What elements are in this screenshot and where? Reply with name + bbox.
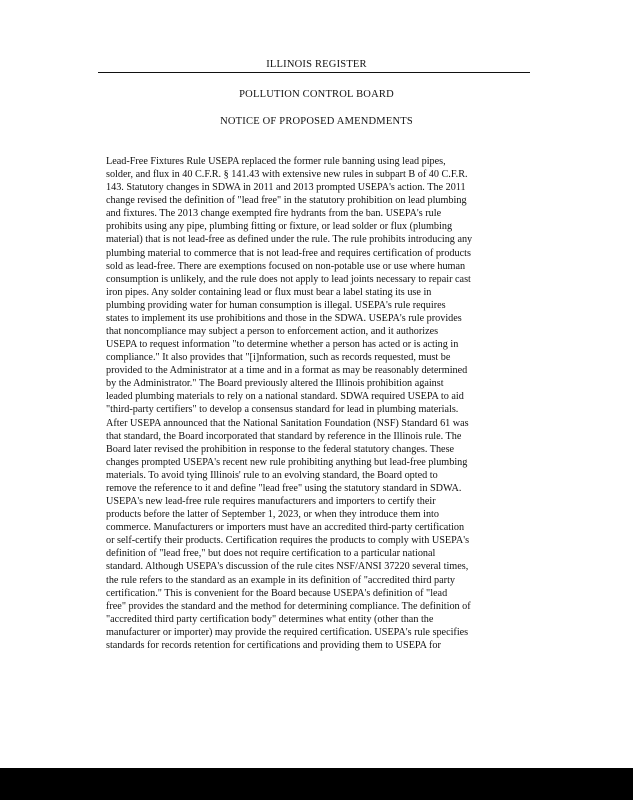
body-line: "accredited third party certification body" determines what entity (other than the <box>106 613 434 625</box>
body-paragraph <box>106 155 531 652</box>
body-line: "third-party certifiers" to develop a consensus standard for lead in plumbing materials. <box>106 404 459 416</box>
body-line: solder, and flux in 40 C.F.R. § 141.43 with extensive new rules in subpart B of 40 C.F.R. <box>106 169 468 181</box>
body-line: changes prompted USEPA's recent new rule prohibiting anything but lead-free plumbing <box>106 456 468 468</box>
body-line: iron pipes. Any solder containing lead or flux must bear a label stating its use in <box>106 286 432 298</box>
body-line: 143. Statutory changes in SDWA in 2011 and 2013 prompted USEPA's action. The 2011 <box>106 182 466 194</box>
bottom-black-bar <box>0 768 633 800</box>
body-line: that standard, the Board incorporated that standard by reference in the Illinois rule. The <box>106 430 462 442</box>
body-line: commerce. Manufacturers or importers must have an accredited third-party certification <box>106 522 465 534</box>
body-line: material) that is not lead-free as defined under the rule. The rule prohibits introducing any <box>106 234 473 246</box>
body-line: remove the reference to it and define "lead free" using the statutory standard in SDWA. <box>106 482 462 494</box>
body-line: standard. Although USEPA's discussion of the rule cites NSF/ANSI 37220 several times, <box>106 561 469 573</box>
body-line: USEPA's new lead-free rule requires manufacturers and importers to certify their <box>106 496 436 508</box>
body-line: materials. To avoid tying Illinois' rule to an evolving standard, the Board opted to <box>106 469 438 481</box>
body-line: that noncompliance may subject a person to enforcement action, and it authorizes <box>106 326 439 338</box>
body-line: change revised the definition of "lead free" in the statutory prohibition on lead plumbing <box>106 195 467 207</box>
body-line: or self-certify their products. Certification requires the products to comply with USEPA's <box>106 535 470 547</box>
body-line: definition of "lead free," but does not require certification to a particular national <box>106 548 436 560</box>
body-line: and fixtures. The 2013 change exempted fire hydrants from the ban. USEPA's rule <box>106 208 442 220</box>
body-line: Lead-Free Fixtures Rule USEPA replaced the former rule banning using lead pipes, <box>106 156 446 167</box>
body-line: plumbing providing water for human consumption is illegal. USEPA's rule requires <box>106 299 446 311</box>
register-title: ILLINOIS REGISTER <box>266 59 367 70</box>
body-line: compliance." It also provides that "[i]nformation, such as records requested, must be <box>106 352 451 364</box>
body-line: Board later revised the prohibition in response to the federal statutory changes. These <box>106 443 455 455</box>
body-line: by the Administrator." The Board previously altered the Illinois prohibition against <box>106 378 444 390</box>
body-line: standards for records retention for certifications and providing them to USEPA for <box>106 639 441 651</box>
body-line: sold as lead-free. There are exemptions focused on non-potable use or use where human <box>106 260 466 272</box>
body-line: manufacturer or importer) may provide the required certification. USEPA's rule specifies <box>106 626 469 638</box>
header-rule <box>98 72 530 73</box>
body-line: free" provides the standard and the method for determining compliance. The definition of <box>106 600 471 612</box>
body-line: After USEPA announced that the National Sanitation Foundation (NSF) Standard 61 was <box>106 417 469 429</box>
board-title: POLLUTION CONTROL BOARD <box>239 89 394 100</box>
body-line: plumbing material to commerce that is not lead-free and requires certification of products <box>106 247 471 259</box>
body-line: certification." This is convenient for the Board because USEPA's definition of "lead <box>106 587 448 599</box>
body-line: the rule refers to the standard as an example in its definition of "accredited third party <box>106 574 455 586</box>
body-line: states to implement its use prohibitions and those in the SDWA. USEPA's rule provides <box>106 312 462 324</box>
body-line: consumption is unlikely, and the rule does not apply to lead joints necessary to repair cast <box>106 273 471 285</box>
body-line: provided to the Administrator at a time and in a format as may be reasonably determined <box>106 365 468 377</box>
body-line: USEPA to request information "to determine whether a person has acted or is acting in <box>106 339 459 351</box>
body-line: products before the latter of September 1, 2023, or when they introduce them into <box>106 509 439 521</box>
body-line: leaded plumbing materials to rely on a national standard. SDWA required USEPA to aid <box>106 391 464 403</box>
body-line: prohibits using any pipe, plumbing fitting or fixture, or lead solder or flux (plumbing <box>106 221 453 233</box>
notice-title: NOTICE OF PROPOSED AMENDMENTS <box>220 116 413 127</box>
